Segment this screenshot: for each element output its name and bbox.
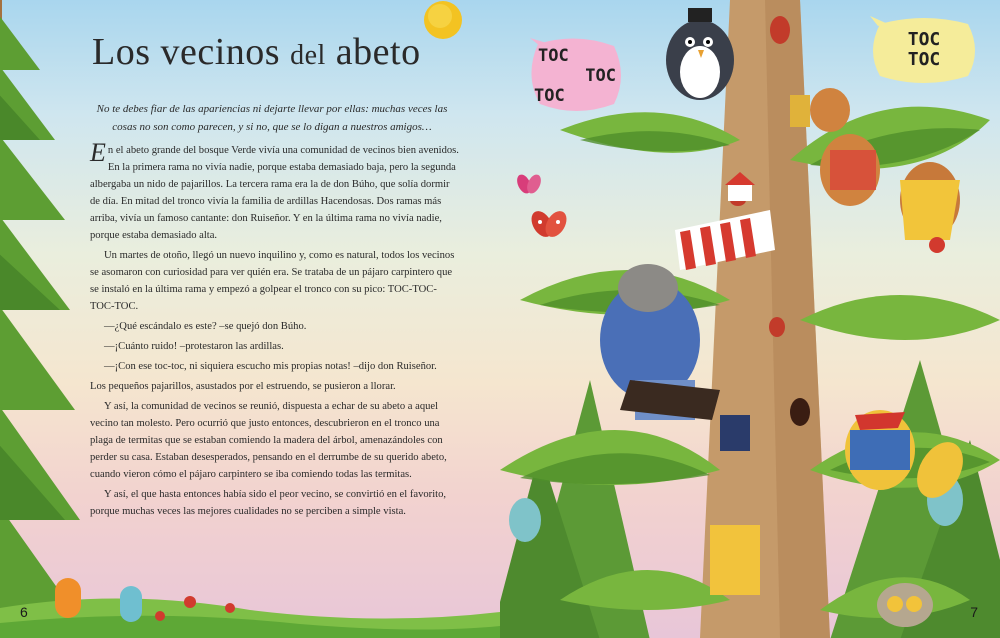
owl-icon — [666, 8, 734, 100]
bubble-text: TOC — [538, 46, 569, 66]
story-paragraph: Y así, la comunidad de vecinos se reunió, dispuesta a echar de su abeto a aquel vecino tan molesto. Pero ocurrió que justo entonces, descubrieron en el tronco una plaga de termitas que se estaban comiendo la madera del árbol, amenazándoles con perder su casa. Estaban desesperados, pensando en el derrumbe de su querido abeto, cuando vieron cómo el pájaro carpintero se iba comiendo todas las termitas. — [90, 401, 447, 480]
speech-bubble-right — [870, 16, 978, 86]
dialogue-line: —¡Cuánto ruido! –protestaron las ardillas. — [104, 341, 284, 352]
dialogue-line: —¿Qué escándalo es este? –se quejó don Búho. — [104, 321, 307, 332]
bubble-text: TOC — [585, 66, 616, 86]
bubble-text: TOC — [907, 49, 941, 70]
story-title: Los vecinos del abeto — [92, 31, 421, 73]
story-paragraph: Y así, el que hasta entonces había sido el peor vecino, se convirtió en el favorito, porque muchas veces las mejores cualidades no se perciben a simple vista. — [90, 489, 447, 517]
lantern-icon — [769, 317, 785, 337]
story-paragraph: Los pequeños pajarillos, asustados por el estruendo, se pusieron a llorar. — [90, 381, 396, 392]
story-body — [90, 138, 460, 523]
drop-cap: E — [90, 138, 106, 167]
story-intro: No te debes fiar de las apariencias ni dejarte llevar por ellas: muchas veces las cosas no son como parecen, y si no, que se lo digan a nuestros amigos… — [96, 103, 448, 133]
page-number-right: 7 — [970, 604, 978, 620]
grass-ground — [0, 568, 1000, 638]
bubble-text: TOC — [907, 29, 941, 50]
sun-icon — [420, 0, 466, 46]
butterfly-icon — [512, 172, 572, 252]
page-number-left: 6 — [20, 604, 28, 620]
speech-bubble-left — [530, 38, 622, 114]
dialogue-line: —¡Con ese toc-toc, ni siquiera escucho mis propias notas! –dijo don Ruiseñor. — [104, 361, 437, 372]
fir-tree-left-illustration — [0, 0, 80, 638]
bubble-text: TOC — [534, 86, 565, 106]
story-paragraph: En el abeto grande del bosque Verde vivía una comunidad de vecinos bien avenidos. En la primera rama no vivía nadie, porque estaba demasiado baja, pero la segunda albergaba un nido de pajarillos. La tercera rama era la de don Búho, que solía dormir de día. En mitad del tronco vivía la familia de ardillas Hacendosas. Dos ramas más arriba, vivía un famoso cantante: don Ruiseñor. Y en la última rama no vivía nadie, porque estaba demasiado alta. — [90, 138, 459, 241]
story-paragraph: Un martes de otoño, llegó un nuevo inquilino y, como es natural, todos los vecinos se asomaron con curiosidad para ver quién era. Se trataba de un pájaro carpintero que se instaló en la última rama y empezó a golpear el tronco con su pico: TOC-TOC-TOC-TOC. — [90, 250, 455, 312]
